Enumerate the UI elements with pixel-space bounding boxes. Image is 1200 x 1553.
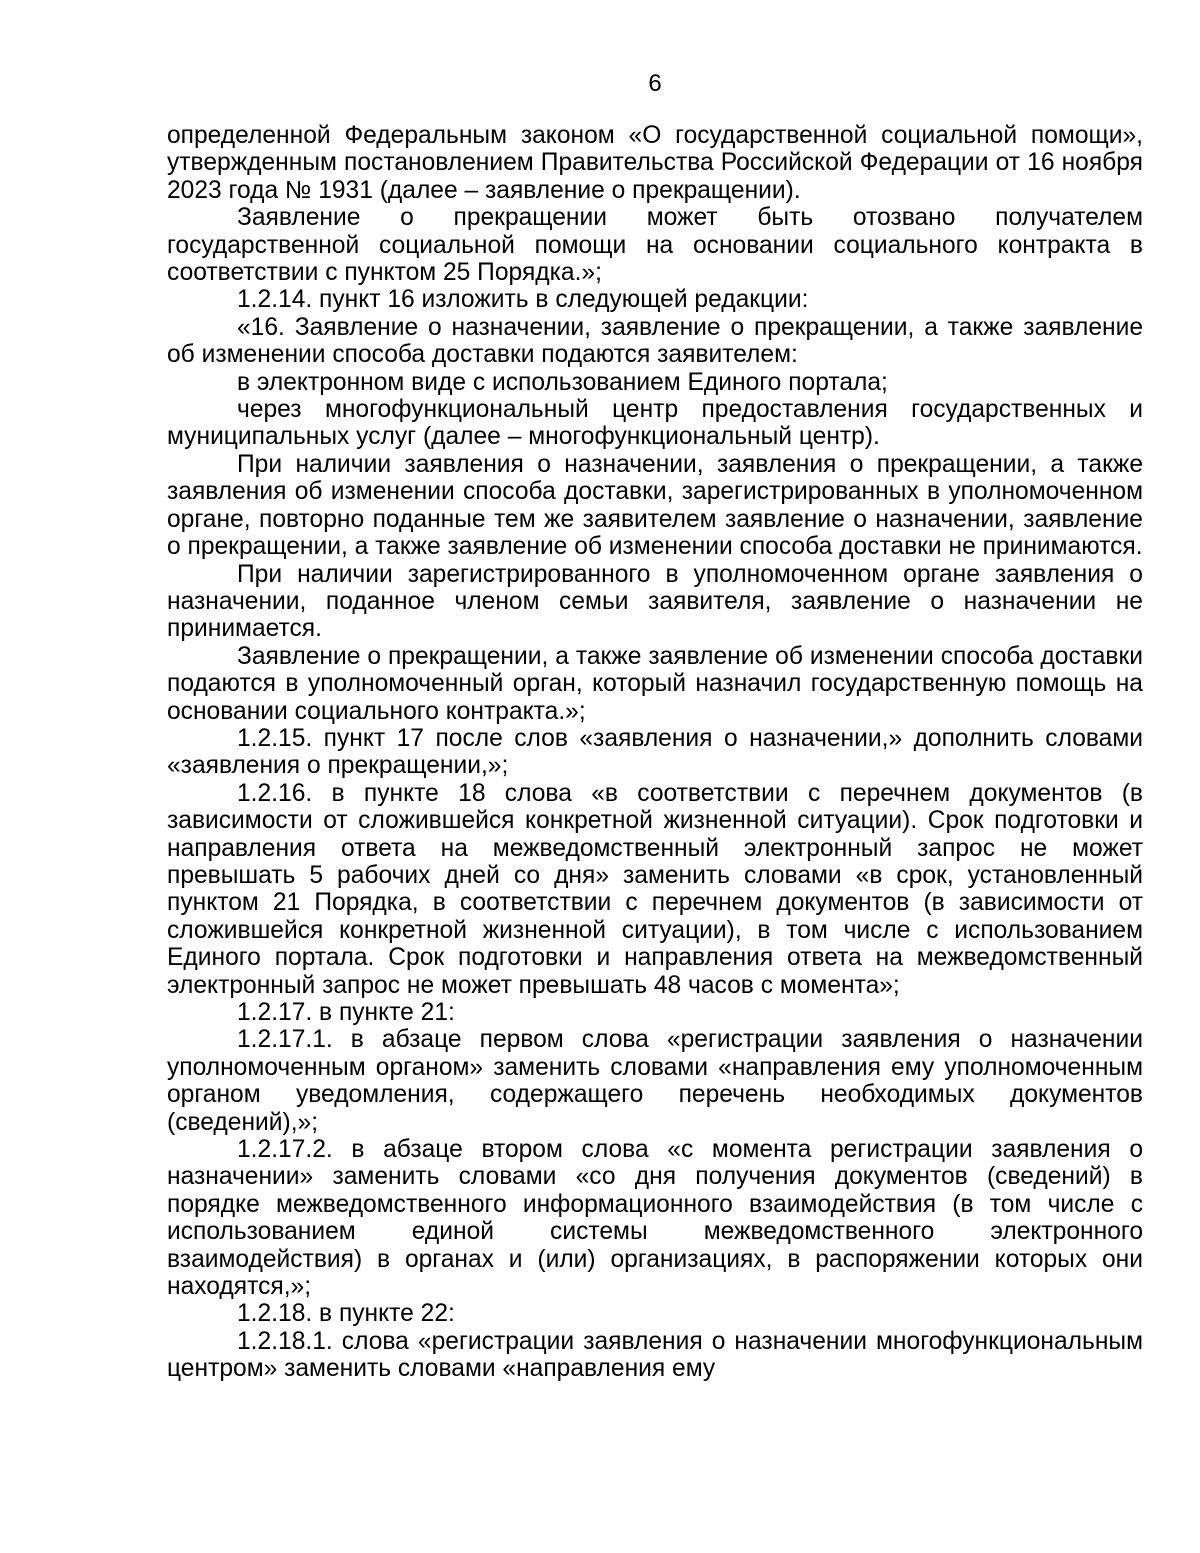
paragraph: 1.2.14. пункт 16 изложить в следующей редакции:: [237, 286, 809, 314]
paragraph: 1.2.18. в пункте 22:: [237, 1300, 455, 1328]
document-body: [167, 122, 1143, 1383]
paragraph: в электронном виде с использованием Единого портала;: [237, 368, 888, 396]
page-number: 6: [648, 70, 662, 97]
paragraph: 1.2.17.1. в абзаце первом слова «регистрации заявления о назначении уполномоченным органом» заменить словами «направления ему уполномоченным органом уведомления, содержащего перечень необходимых документов (сведений),»;: [167, 1026, 1143, 1136]
paragraph: Заявление о прекращении, а также заявление об изменении способа доставки подаются в уполномоченный орган, который назначил государственную помощь на основании социального контракта.»;: [167, 642, 1143, 725]
paragraph: 1.2.16. в пункте 18 слова «в соответствии с перечнем документов (в зависимости от сложившейся конкретной жизненной ситуации). Срок подготовки и направления ответа на межведомственный электронный запрос не может превышать 5 рабочих дней со дня» заменить словами «в срок, установленный пунктом 21 Порядка, в соответствии с перечнем документов (в зависимости от сложившейся конкретной жизненной ситуации), в том числе с использованием Единого портала. Срок подготовки и направления ответа на межведомственный электронный запрос не может превышать 48 часов с момента»;: [167, 779, 1143, 999]
paragraph: через многофункциональный центр предоставления государственных и муниципальных услуг (далее – многофункциональный центр).: [167, 396, 1143, 451]
paragraph: 1.2.15. пункт 17 после слов «заявления о назначении,» дополнить словами «заявления о прекращении,»;: [167, 724, 1143, 780]
paragraph: Заявление о прекращении может быть отозвано получателем государственной социальной помощи на основании социального контракта в соответствии с пунктом 25 Порядка.»;: [167, 204, 1143, 287]
paragraph: При наличии зарегистрированного в уполномоченном органе заявления о назначении, поданное членом семьи заявителя, заявление о назначении не принимается.: [167, 560, 1143, 643]
paragraph: определенной Федеральным законом «О государственной социальной помощи», утвержденным постановлением Правительства Российской Федерации от 16 ноября 2023 года № 1931 (далее – заявление о прекращении).: [167, 122, 1143, 204]
paragraph: 1.2.17.2. в абзаце втором слова «с момента регистрации заявления о назначении» заменить словами «со дня получения документов (сведений) в порядке межведомственного информационного взаимодействия (в том числе с использованием единой системы межведомственного электронного взаимодействия) в органах и (или) организациях, в распоряжении которых они находятся,»;: [167, 1136, 1143, 1301]
paragraph: При наличии заявления о назначении, заявления о прекращении, а также заявления об изменении способа доставки, зарегистрированных в уполномоченном органе, повторно поданные тем же заявителем заявление о назначении, заявление о прекращении, а также заявление об изменении способа доставки не принимаются.: [167, 450, 1143, 561]
paragraph: 1.2.17. в пункте 21:: [237, 999, 455, 1026]
paragraph: «16. Заявление о назначении, заявление о прекращении, а также заявление об изменении способа доставки подаются заявителем:: [167, 313, 1143, 369]
paragraph: 1.2.18.1. слова «регистрации заявления о назначении многофункциональным центром» заменить словами «направления ему: [167, 1327, 1143, 1383]
